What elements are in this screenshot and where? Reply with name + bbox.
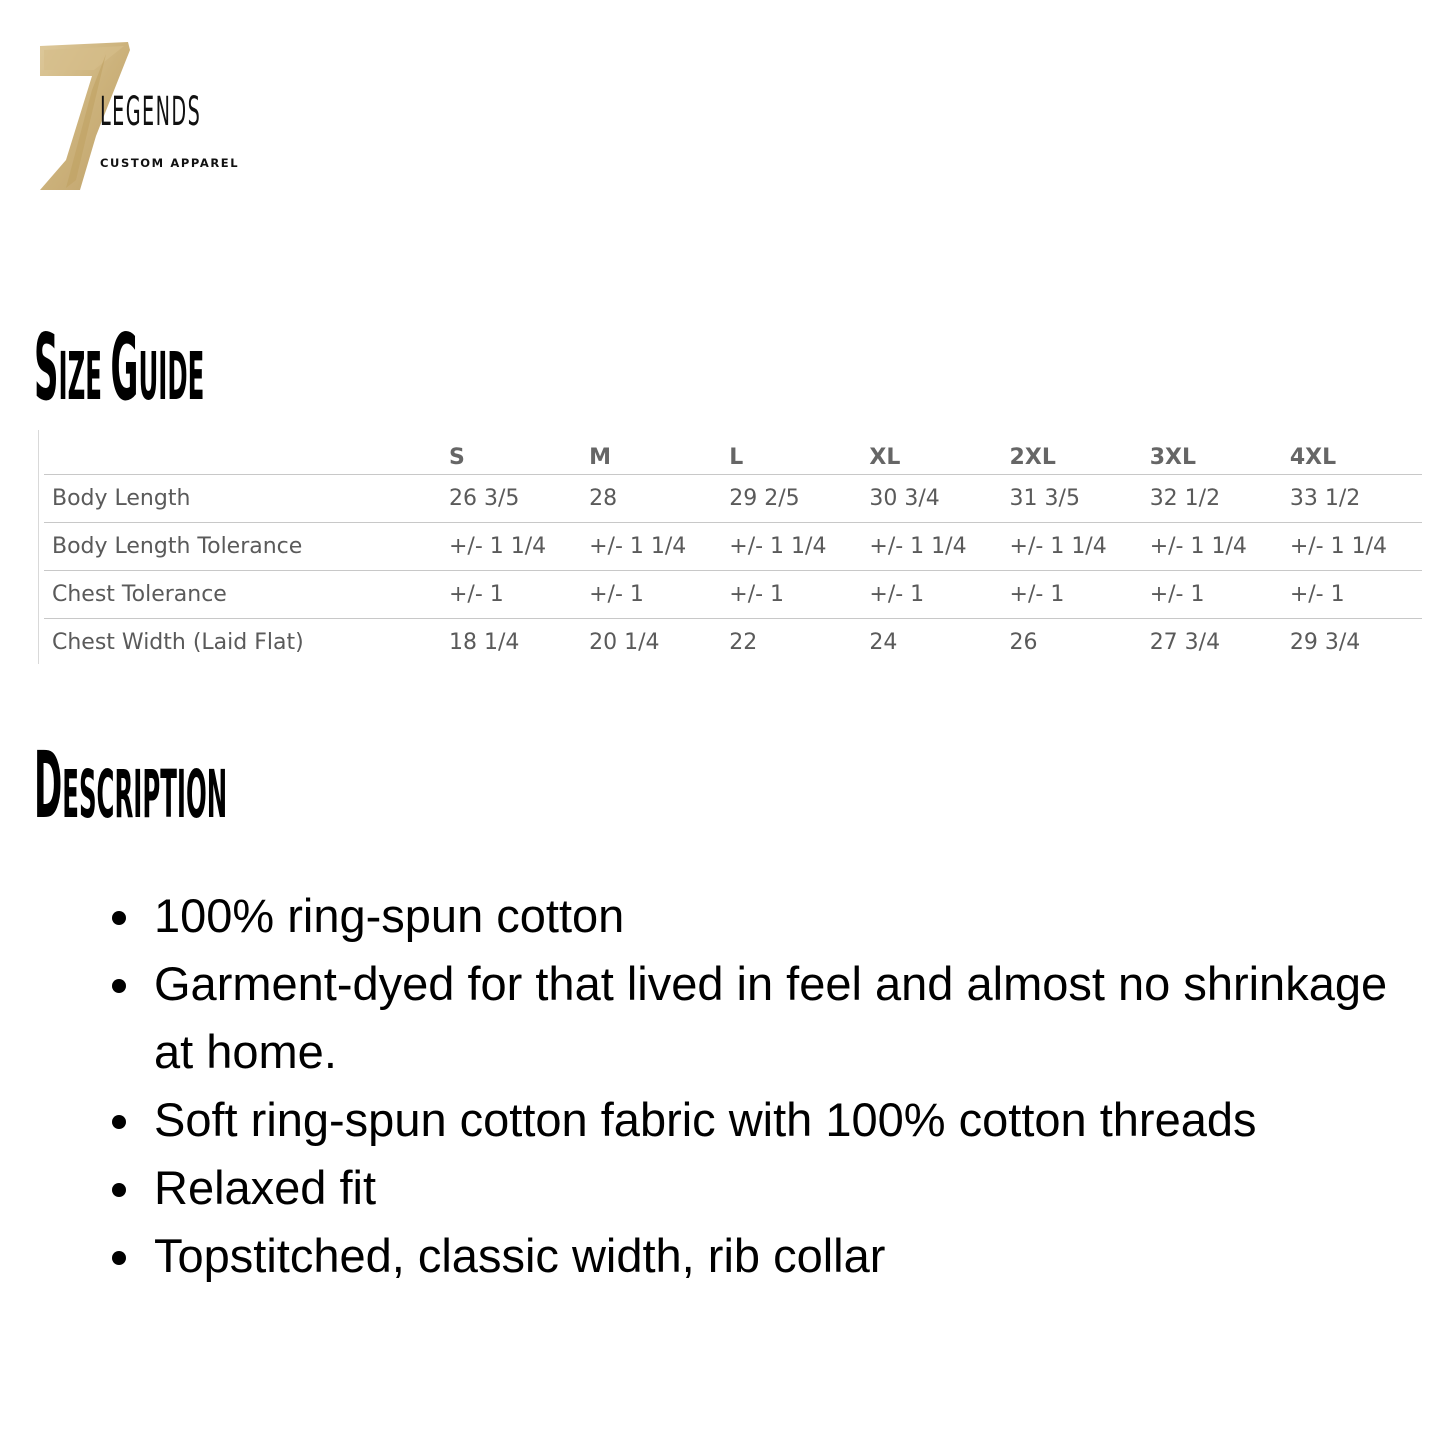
table-cell: 18 1/4 [448,630,520,655]
heading-initial: G [110,314,139,421]
row-label: Chest Tolerance [44,571,441,619]
column-header: M [581,430,721,475]
table-cell: +/- 1 [581,571,721,619]
row-label: Chest Width (Laid Flat) [52,630,304,655]
table-cell: 32 1/2 [1142,475,1282,523]
table-cell: +/- 1 1/4 [721,523,861,571]
table-cell: +/- 1 1/4 [441,523,581,571]
column-header: L [721,430,861,475]
column-header: XL [861,430,1001,475]
logo-tagline: CUSTOM APPAREL [100,156,240,170]
table-cell: 28 [581,475,721,523]
column-header: S [441,430,581,475]
column-header [44,430,441,475]
table-cell: +/- 1 [861,571,1001,619]
list-item: Garment-dyed for that lived in feel and almost no shrinkage at home. [108,950,1408,1086]
size-table-container [38,430,1423,664]
table-cell: 29 2/5 [721,475,861,523]
table-cell: +/- 1 [1282,571,1422,619]
table-cell: 26 3/5 [441,475,581,523]
table-row [44,475,1422,523]
table-cell: +/- 1 1/4 [1142,523,1282,571]
list-item: Soft ring-spun cotton fabric with 100% cotton threads [108,1086,1408,1154]
list-item: Relaxed fit [108,1154,1408,1222]
list-item: 100% ring-spun cotton [108,882,1408,950]
column-header: 2XL [1002,430,1142,475]
row-label: Body Length Tolerance [44,523,441,571]
logo-wordmark: LEGENDS [100,89,202,135]
heading-initial: D [34,732,63,839]
size-guide-heading [34,314,205,421]
table-cell: +/- 1 1/4 [1002,523,1142,571]
table-cell: +/- 1 1/4 [1282,523,1422,571]
table-header-row [44,430,1422,475]
table-cell: 24 [869,630,898,655]
column-header: 4XL [1282,430,1422,475]
brand-logo [36,40,256,192]
table-row [44,571,1422,619]
list-item: Topstitched, classic width, rib collar [108,1222,1408,1290]
heading-rest: UIDE [138,338,205,415]
table-cell: 20 1/4 [589,630,660,655]
table-cell: 27 3/4 [1149,630,1221,655]
description-heading [34,732,228,839]
table-cell: +/- 1 1/4 [581,523,721,571]
column-header: 3XL [1142,430,1282,475]
table-cell: 26 [1009,630,1038,655]
table-cell: +/- 1 1/4 [861,523,1001,571]
description-bullet-list [108,882,1408,1290]
table-row [44,619,1422,667]
heading-initial: S [34,314,59,421]
table-cell: 29 3/4 [1289,630,1361,655]
table-cell: 22 [729,630,758,655]
table-cell: 30 3/4 [861,475,1001,523]
heading-rest: ESCRIPTION [62,756,228,833]
table-cell: +/- 1 [1002,571,1142,619]
table-cell: 31 3/5 [1002,475,1142,523]
table-cell: 33 1/2 [1282,475,1422,523]
row-label: Body Length [44,475,441,523]
heading-rest: IZE [58,338,111,415]
table-cell: +/- 1 [1142,571,1282,619]
table-row [44,523,1422,571]
size-table [44,430,1422,666]
table-cell: +/- 1 [441,571,581,619]
table-cell: +/- 1 [721,571,861,619]
